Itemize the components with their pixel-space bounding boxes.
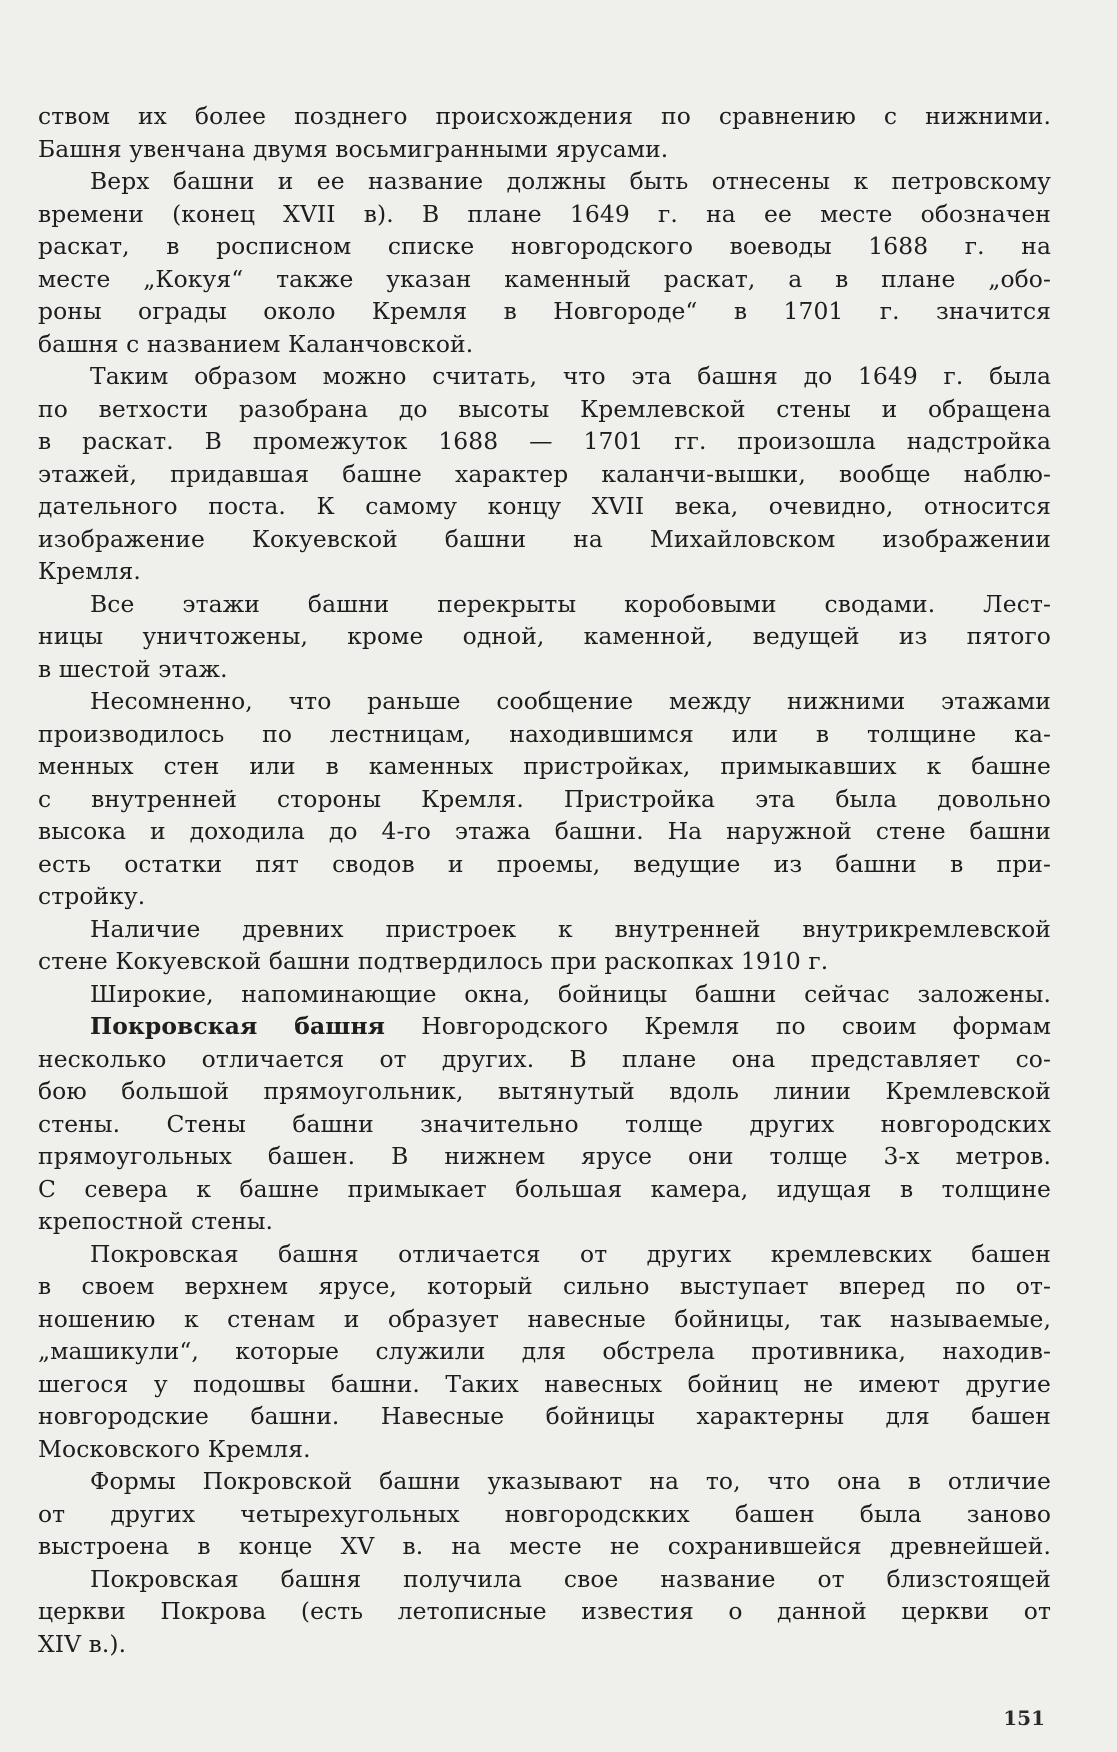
line-text: „машикули“, которые служили для обстрела противника, находив- <box>38 1337 1051 1365</box>
text-line <box>38 1530 1051 1563</box>
line-text: ством их более позднего происхождения по сравнению с нижними. <box>38 102 1051 130</box>
line-text: Московского Кремля. <box>38 1434 311 1463</box>
text-line <box>38 133 1051 166</box>
line-text: изображение Кокуевской башни на Михайловском изображении <box>38 524 1051 553</box>
text-line <box>38 588 1051 621</box>
text-line <box>38 1010 1051 1043</box>
text-line <box>38 165 1051 198</box>
text-line <box>38 393 1051 426</box>
text-line <box>38 1628 1051 1661</box>
line-text: Таким образом можно считать, что эта башня до 1649 г. была <box>90 362 1051 390</box>
line-text: производилось по лестницам, находившимся или в толщине ка- <box>38 719 1051 748</box>
line-text: этажей, придавшая башне характер каланчи-вышки, вообще наблю- <box>38 459 1051 488</box>
line-text: роны ограды около Кремля в Новгороде“ в 1701 г. значится <box>38 297 1051 325</box>
bold-heading: Покровская башня <box>90 1012 386 1040</box>
line-text: прямоугольных башен. В нижнем ярусе они толще 3-х метров. <box>38 1142 1051 1170</box>
text-line <box>38 1433 1051 1466</box>
line-text: бою большой прямоугольник, вытянутый вдоль линии Кремлевской <box>38 1077 1051 1105</box>
line-text: ницы уничтожены, кроме одной, каменной, ведущей из пятого <box>38 622 1051 650</box>
line-text: высока и доходила до 4-го этажа башни. На наружной стене башни <box>38 817 1051 845</box>
text-line <box>38 328 1051 361</box>
line-text: времени (конец XVII в). В плане 1649 г. на ее месте обозначен <box>38 199 1051 228</box>
text-line <box>38 1075 1051 1108</box>
text-line <box>38 1498 1051 1531</box>
text-line <box>38 1270 1051 1303</box>
page-body <box>38 100 1051 1660</box>
line-text: церкви Покрова (есть летописные известия о данной церкви от <box>38 1597 1051 1625</box>
line-text: с внутренней стороны Кремля. Пристройка эта была довольно <box>38 784 1051 813</box>
text-line <box>38 978 1051 1011</box>
text-line <box>38 685 1051 718</box>
line-text: Кремля. <box>38 557 141 585</box>
line-text: в шестой этаж. <box>38 654 228 683</box>
text-line <box>38 1400 1051 1433</box>
line-text: новгородские башни. Навесные бойницы характерны для башен <box>38 1402 1051 1430</box>
text-line <box>38 263 1051 296</box>
text-line <box>38 425 1051 458</box>
line-text: стройку. <box>38 882 146 910</box>
text-line <box>38 1043 1051 1076</box>
line-text: есть остатки пят сводов и проемы, ведущие из башни в при- <box>38 849 1051 878</box>
line-text: Все этажи башни перекрыты коробовыми сводами. Лест- <box>90 589 1051 618</box>
text-line <box>38 945 1051 978</box>
line-text: XIV в.). <box>38 1629 127 1658</box>
line-text: несколько отличается от других. В плане она представляет со- <box>38 1044 1051 1073</box>
text-line <box>38 100 1051 133</box>
line-text: ношению к стенам и образует навесные бойницы, так называемые, <box>38 1304 1051 1333</box>
text-line <box>38 653 1051 686</box>
text-line <box>38 1205 1051 1238</box>
line-text: башня с названием Каланчовской. <box>38 329 474 358</box>
line-text: в раскат. В промежуток 1688 — 1701 гг. произошла надстройка <box>38 427 1051 455</box>
line-text: Покровская башня получила свое название от близстоящей <box>90 1564 1051 1593</box>
line-text: Верх башни и ее название должны быть отнесены к петровскому <box>90 167 1051 195</box>
line-text: шегося у подошвы башни. Таких навесных бойниц не имеют другие <box>38 1369 1051 1398</box>
text-line <box>38 848 1051 881</box>
text-line <box>38 490 1051 523</box>
line-text: Башня увенчана двумя восьмигранными ярусами. <box>38 134 669 163</box>
text-line <box>38 750 1051 783</box>
text-line <box>38 555 1051 588</box>
text-line <box>38 295 1051 328</box>
line-text: по ветхости разобрана до высоты Кремлевской стены и обращена <box>38 394 1051 423</box>
text-line <box>38 1140 1051 1173</box>
text-line <box>38 360 1051 393</box>
text-line <box>38 230 1051 263</box>
line-text: месте „Кокуя“ также указан каменный раскат, а в плане „обо- <box>38 264 1051 293</box>
line-text: крепостной стены. <box>38 1207 274 1235</box>
line-text: менных стен или в каменных пристройках, примыкавших к башне <box>38 752 1051 780</box>
text-line <box>38 523 1051 556</box>
line-text: от других четырехугольных новгородскких башен была заново <box>38 1499 1051 1528</box>
text-line <box>38 1238 1051 1271</box>
text-line <box>38 198 1051 231</box>
text-line <box>38 1465 1051 1498</box>
line-text: С севера к башне примыкает большая камера, идущая в толщине <box>38 1174 1051 1203</box>
text-line <box>38 620 1051 653</box>
text-line <box>38 1108 1051 1141</box>
text-line <box>38 880 1051 913</box>
text-line <box>38 1335 1051 1368</box>
text-line <box>38 1173 1051 1206</box>
line-text: дательного поста. К самому концу XVII века, очевидно, относится <box>38 492 1051 520</box>
text-line <box>38 1563 1051 1596</box>
text-line <box>38 458 1051 491</box>
line-text: Новгородского Кремля по своим формам <box>385 1012 1051 1040</box>
line-text: Несомненно, что раньше сообщение между нижними этажами <box>90 687 1051 715</box>
text-line <box>38 815 1051 848</box>
text-line <box>38 913 1051 946</box>
line-text: раскат, в росписном списке новгородского воеводы 1688 г. на <box>38 232 1051 260</box>
line-text: стены. Стены башни значительно толще других новгородских <box>38 1109 1051 1138</box>
line-text: в своем верхнем ярусе, который сильно выступает вперед по от- <box>38 1272 1051 1300</box>
text-line <box>38 1368 1051 1401</box>
line-text: Покровская башня отличается от других кремлевских башен <box>90 1239 1051 1268</box>
line-text: выстроена в конце XV в. на месте не сохранившейся древнейшей. <box>38 1532 1051 1560</box>
page-number: 151 <box>1003 1706 1045 1730</box>
line-text: Наличие древних пристроек к внутренней внутрикремлевской <box>90 914 1051 943</box>
line-text: Формы Покровской башни указывают на то, что она в отличие <box>90 1467 1051 1495</box>
text-line <box>38 1303 1051 1336</box>
text-line <box>38 718 1051 751</box>
line-text: Широкие, напоминающие окна, бойницы башни сейчас заложены. <box>90 979 1051 1008</box>
text-line <box>38 783 1051 816</box>
text-line <box>38 1595 1051 1628</box>
line-text: стене Кокуевской башни подтвердилось при раскопках 1910 г. <box>38 947 829 975</box>
